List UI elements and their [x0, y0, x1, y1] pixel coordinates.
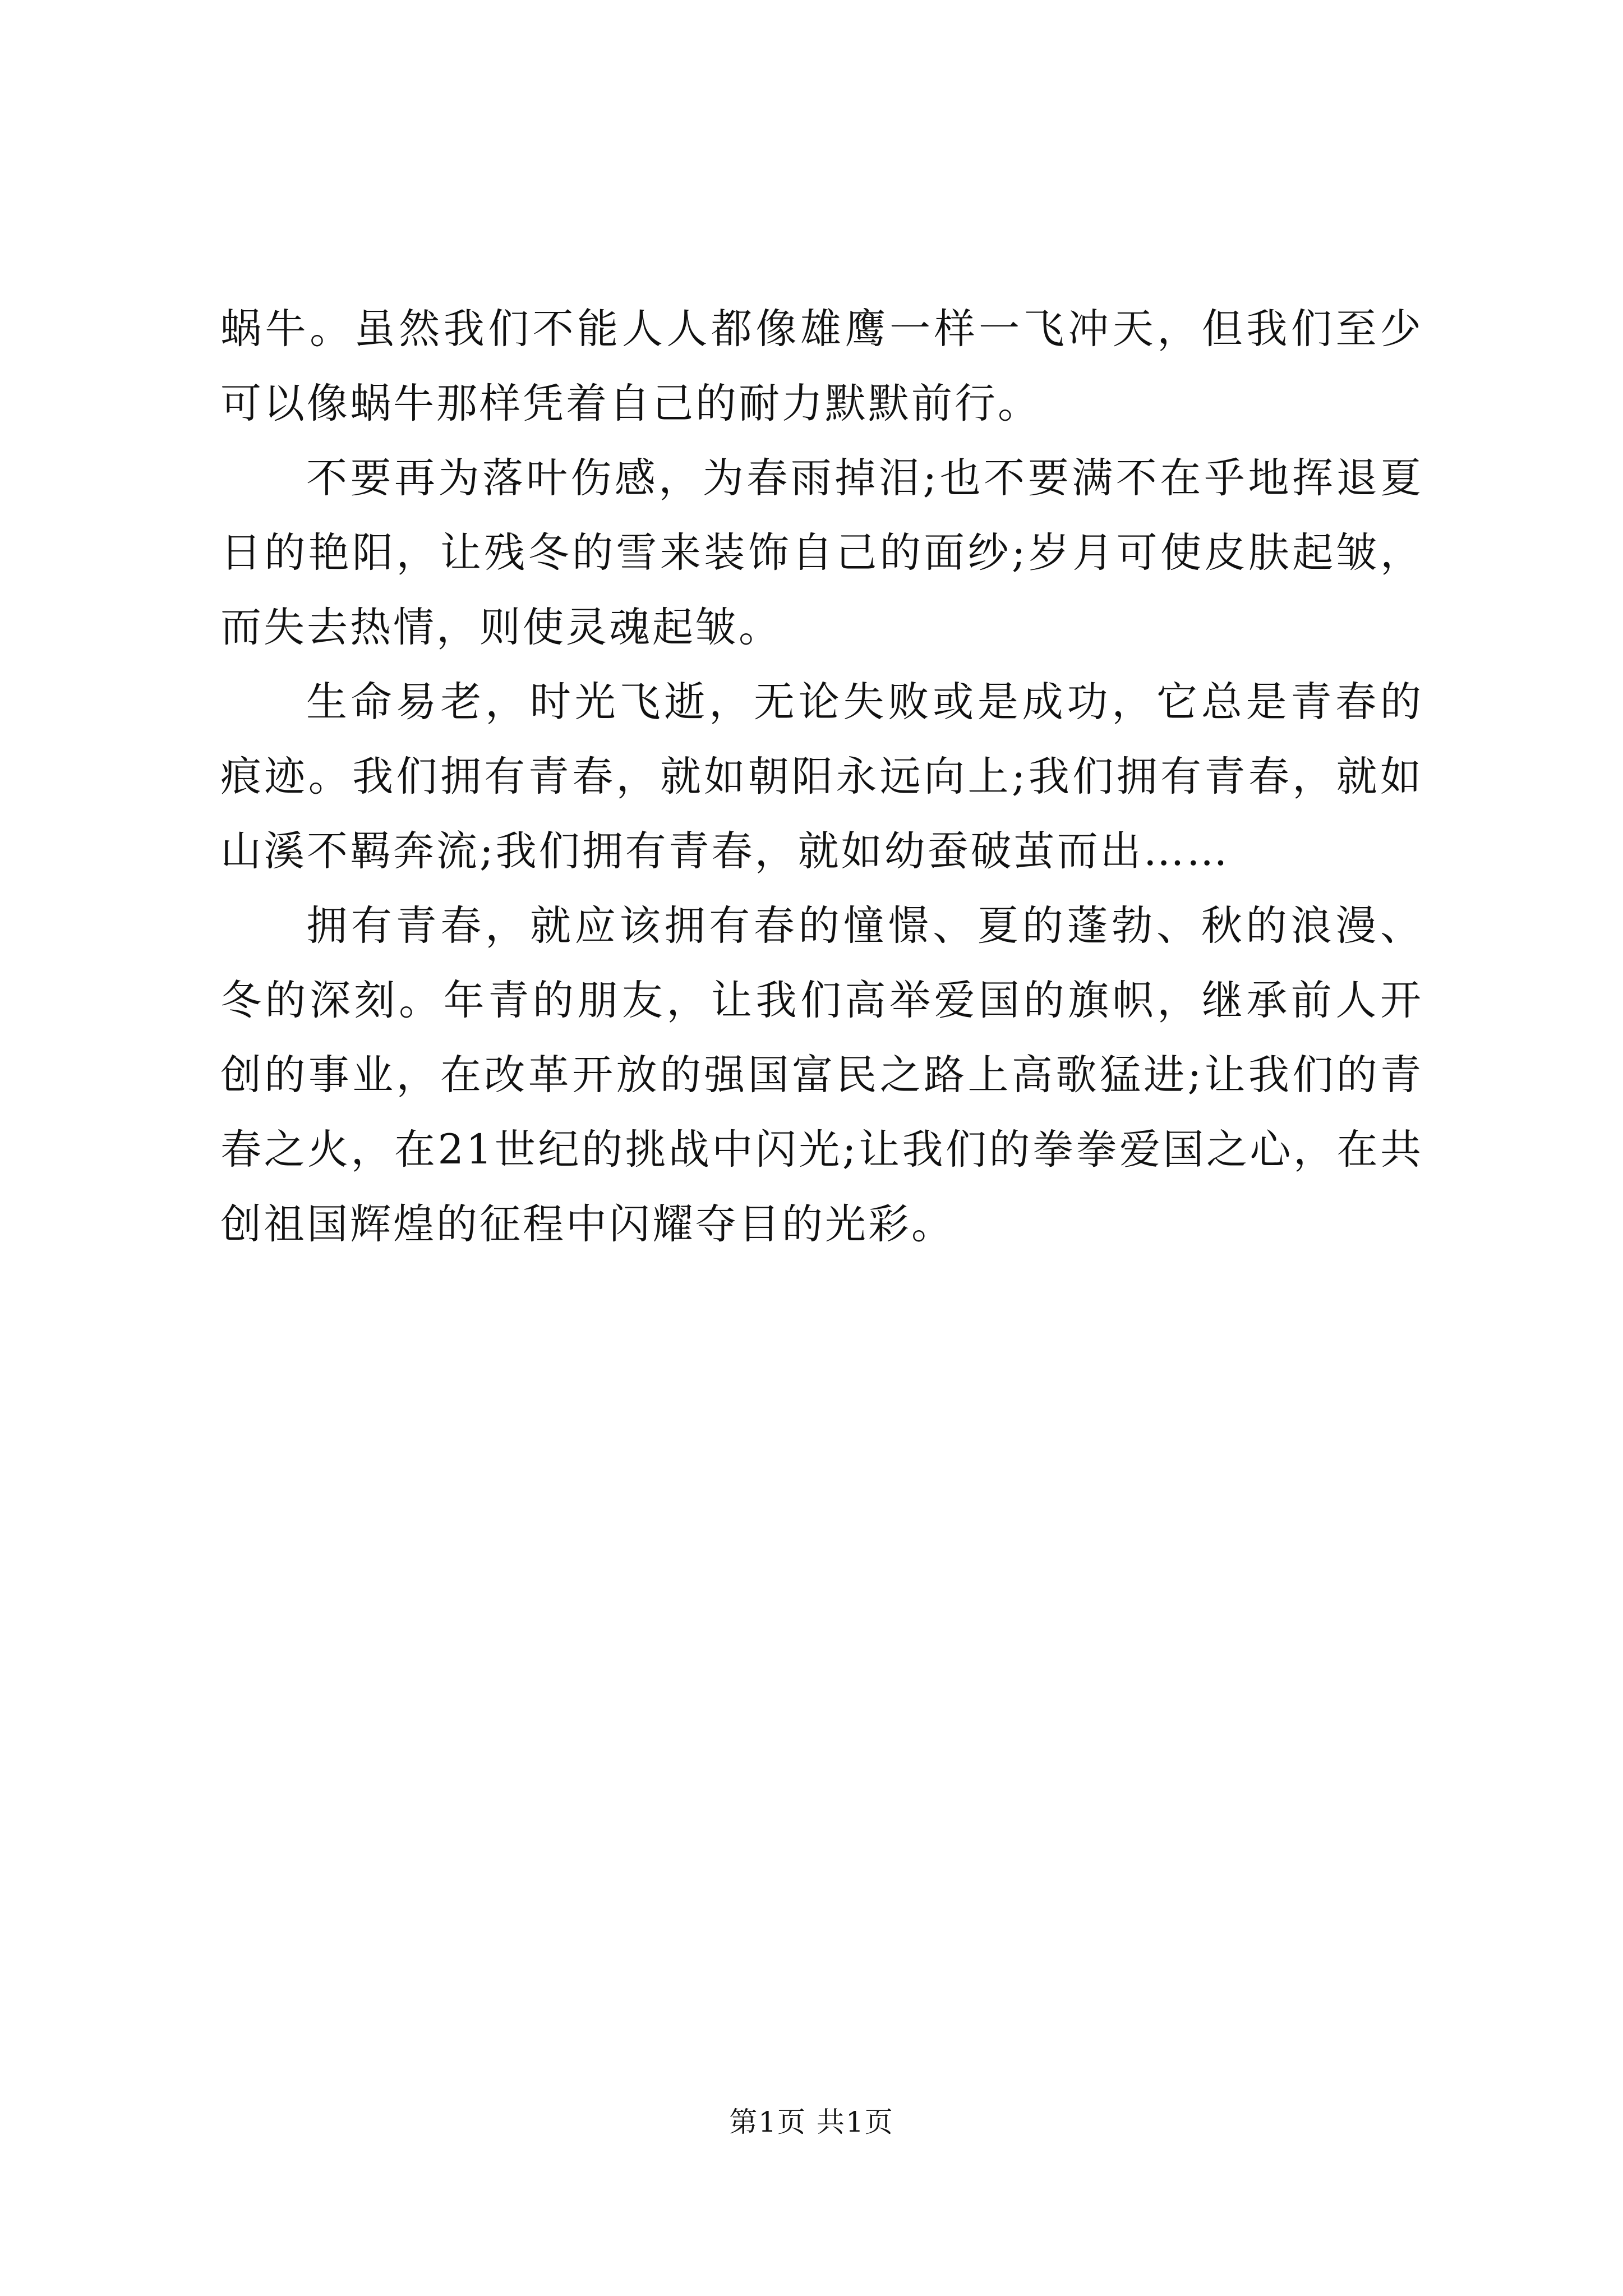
paragraph-4: 拥有青春，就应该拥有春的憧憬、夏的蓬勃、秋的浪漫、冬的深刻。年青的朋友，让我们高举爱国的旗帜，继承前人开创的事业，在改革开放的强国富民之路上高歌猛进;让我们的青春之火，在21世纪的挑战中闪光;让我们的拳拳爱国之心，在共创祖国辉煌的征程中闪耀夺目的光彩。	[220, 902, 1423, 1248]
paragraph-1: 蜗牛。虽然我们不能人人都像雄鹰一样一飞冲天，但我们至少可以像蜗牛那样凭着自己的耐力默默前行。	[220, 305, 1423, 427]
paragraph-2: 不要再为落叶伤感，为春雨掉泪;也不要满不在乎地挥退夏日的艳阳，让残冬的雪来装饰自己的面纱;岁月可使皮肤起皱，而失去热情，则使灵魂起皱。	[220, 454, 1423, 651]
document-body	[220, 292, 1423, 1262]
page-number-footer: 第1页 共1页	[729, 2106, 894, 2138]
paragraph-3: 生命易老，时光飞逝，无论失败或是成功，它总是青春的痕迹。我们拥有青春，就如朝阳永远向上;我们拥有青春，就如山溪不羁奔流;我们拥有青春，就如幼蚕破茧而出……	[220, 678, 1423, 875]
